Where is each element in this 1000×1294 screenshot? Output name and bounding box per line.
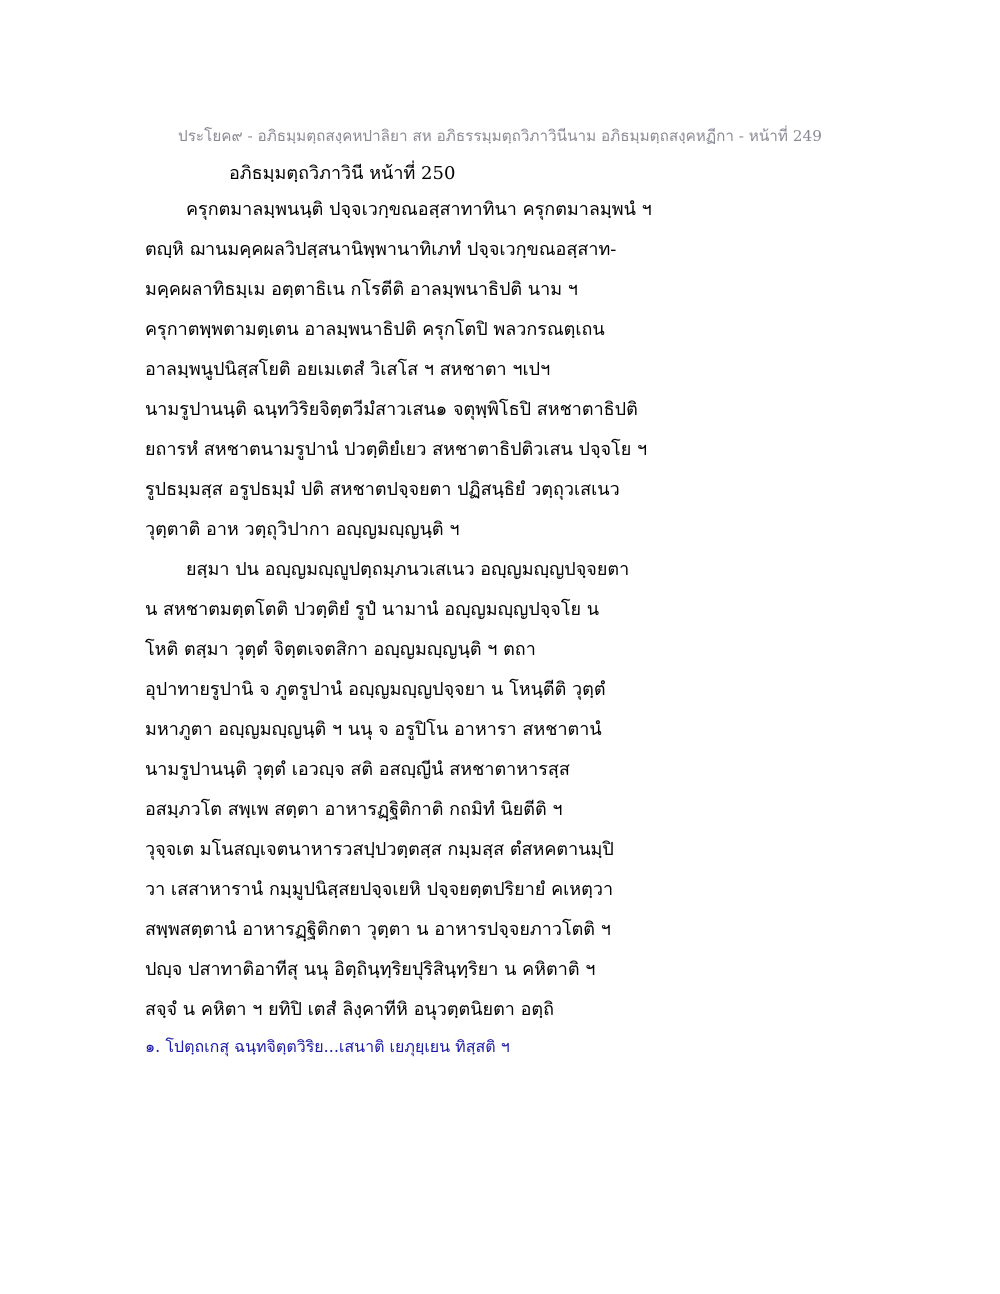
paragraph-line: ยสฺมา ปน อญฺญมญฺญูปตฺถมฺภนวเสเนว อญฺญมญฺญปจฺจยตา bbox=[186, 559, 630, 580]
paragraph-line: ยถารหํ สหชาตนามรูปานํ ปวตฺติยํเยว สหชาตาธิปติวเสน ปจฺจโย ฯ bbox=[145, 439, 648, 460]
paragraph-line: สพฺพสตฺตานํ อาหารฏฺฐิติกตา วุตฺตา น อาหารปจฺจยภาวโตติ ฯ bbox=[145, 919, 611, 940]
paragraph-line: วุจฺจเต มโนสญฺเจตนาหารวสปฺปวตฺตสฺส กมฺมสฺส ตํสหคตานมฺปิ bbox=[145, 839, 614, 860]
paragraph-line: มคฺคผลาทิธมฺเม อตฺตาธิเน กโรตีติ อาลมฺพนาธิปติ นาม ฯ bbox=[145, 279, 578, 300]
paragraph-line: ครุกาตพฺพตามตฺเตน อาลมฺพนาธิปติ ครุกโตปิ พลวกรณตฺเถน bbox=[145, 319, 605, 340]
paragraph-line: ตญฺหิ ฌานมคฺคผลวิปสฺสนานิพฺพานาทิเภทํ ปจฺจเวกฺขณอสฺสาท- bbox=[145, 239, 617, 260]
paragraph-line: ปญฺจ ปสาทาติอาทีสุ นนุ อิตฺถินฺทฺริยปุริสินฺทฺริยา น คหิตาติ ฯ bbox=[145, 959, 596, 980]
paragraph-line: นามรูปานนฺติ วุตฺตํ เอวญฺจ สติ อสญฺญีนํ สหชาตาหารสฺส bbox=[145, 759, 570, 780]
paragraph-line: โหติ ตสฺมา วุตฺตํ จิตฺตเจตสิกา อญฺญมญฺญนฺติ ฯ ตถา bbox=[145, 639, 536, 660]
paragraph-line: นามรูปานนฺติ ฉนฺทวิริยจิตฺตวีมํสาวเสน๑ จตุพฺพิโธปิ สหชาตาธิปติ bbox=[145, 399, 638, 420]
paragraph-line: สจฺจํ น คหิตา ฯ ยทิปิ เตสํ ลิงฺคาทีหิ อนุวตฺตนิยตา อตฺถิ bbox=[145, 999, 554, 1020]
paragraph-line: อาลมฺพนูปนิสฺสโยติ อยเมเตสํ วิเสโส ฯ สหชาตา ฯเปฯ bbox=[145, 359, 551, 380]
page-label: อภิธมฺมตฺถวิภาวินี หน้าที่ 250 bbox=[229, 163, 456, 184]
paragraph-line: อุปาทายรูปานิ จ ภูตรูปานํ อญฺญมญฺญปจฺจยา น โหนฺตีติ วุตฺตํ bbox=[145, 679, 606, 700]
paragraph-line: มหาภูตา อญฺญมญฺญนฺติ ฯ นนุ จ อรูปิโน อาหารา สหชาตานํ bbox=[145, 719, 602, 740]
paragraph-line: วา เสสาหารานํ กมฺมูปนิสฺสยปจฺจเยหิ ปจฺจยตฺตปริยายํ คเหตฺวา bbox=[145, 879, 614, 900]
paragraph-line: วุตฺตาติ อาห วตฺถุวิปากา อญฺญมญฺญนฺติ ฯ bbox=[145, 519, 460, 540]
paragraph-line: น สหชาตมตฺตโตติ ปวตฺติยํ รูปํ นามานํ อญฺญมญฺญปจฺจโย น bbox=[145, 599, 600, 620]
paragraph-line: อสมฺภวโต สพฺเพ สตฺตา อาหารฏฺฐิติกาติ กถมิทํ นิยตีติ ฯ bbox=[145, 799, 563, 820]
footnote: ๑. โปตฺถเกสุ ฉนฺทจิตฺตวิริย...เสนาติ เยภุยฺเยน ทิสฺสติ ฯ bbox=[145, 1037, 510, 1056]
running-header: ประโยค๙ - อภิธมฺมตฺถสงฺคหปาลิยา สห อภิธรรมฺมตฺถวิภาวินีนาม อภิธมฺมตฺถสงฺคหฏีกา - หน้าที่ 249 bbox=[178, 127, 822, 145]
paragraph-line: ครุกตมาลมฺพนนฺติ ปจฺจเวกฺขณอสฺสาทาทินา ครุกตมาลมฺพนํ ฯ bbox=[186, 199, 652, 220]
paragraph-line: รูปธมฺมสฺส อรูปธมฺมํ ปติ สหชาตปจฺจยตา ปฏิสนฺธิยํ วตฺถุวเสเนว bbox=[145, 479, 620, 500]
